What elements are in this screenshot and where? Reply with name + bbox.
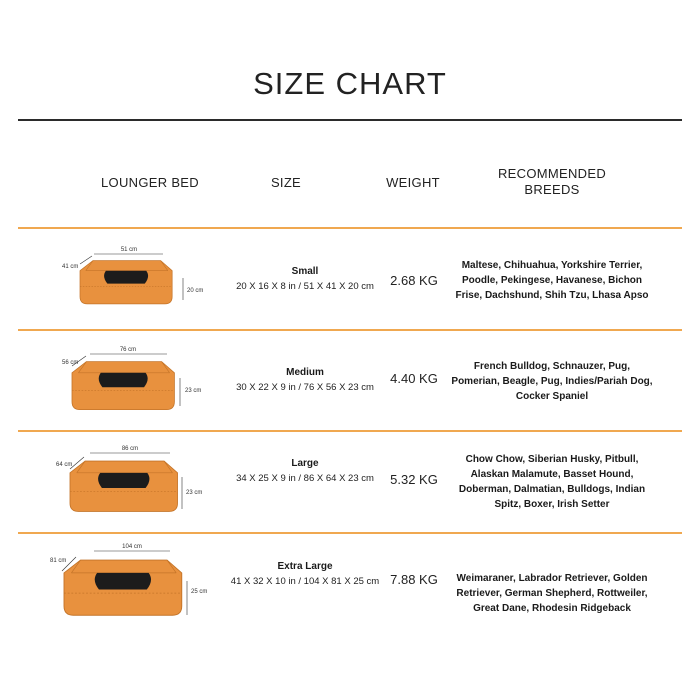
recommended-breeds: French Bulldog, Schnauzer, Pug, Pomerian, Beagle, Pug, Indies/Pariah Dog, Cocker Spaniel <box>451 361 653 402</box>
size-name: Extra Large <box>277 561 333 572</box>
weight-value: 5.32 KG <box>390 472 438 487</box>
header-recommended-breeds <box>482 166 622 198</box>
header-weight: WEIGHT <box>386 175 440 190</box>
size-cell <box>215 366 395 395</box>
height-label: 23 cm <box>186 490 203 496</box>
size-cell <box>215 265 395 294</box>
height-label: 23 cm <box>185 388 202 394</box>
page-title: SIZE CHART <box>253 66 447 101</box>
size-dimensions: 34 X 25 X 9 in / 86 X 64 X 23 cm <box>236 473 374 484</box>
size-row-small <box>0 230 700 330</box>
header-breeds-line2: BREEDS <box>524 182 580 197</box>
size-row-large <box>0 433 700 533</box>
bed-illustration-large <box>50 433 220 533</box>
weight-value: 2.68 KG <box>390 273 438 288</box>
width-label: 64 cm <box>56 462 73 468</box>
header-size: SIZE <box>270 175 302 190</box>
length-label: 51 cm <box>120 247 138 253</box>
size-cell <box>215 457 395 486</box>
size-dimensions: 20 X 16 X 8 in / 51 X 41 X 20 cm <box>236 281 374 292</box>
bed-illustration-extra-large <box>50 535 220 635</box>
height-label: 25 cm <box>191 589 208 595</box>
length-label: 86 cm <box>121 446 139 452</box>
size-row-extra-large <box>0 535 700 635</box>
recommended-breeds: Chow Chow, Siberian Husky, Pitbull, Alaskan Malamute, Basset Hound, Doberman, Dalmatian, Bulldogs, Indian Spitz, Boxer, Irish Setter <box>458 454 646 510</box>
size-cell <box>215 560 395 589</box>
row-divider <box>18 227 682 229</box>
header-lounger-bed: LOUNGER BED <box>101 175 199 190</box>
size-name: Large <box>291 458 319 469</box>
size-dimensions: 30 X 22 X 9 in / 76 X 56 X 23 cm <box>236 382 374 393</box>
weight-value: 4.40 KG <box>390 371 438 386</box>
size-name: Medium <box>286 367 324 378</box>
height-label: 20 cm <box>187 288 204 294</box>
recommended-breeds: Maltese, Chihuahua, Yorkshire Terrier, Poodle, Pekingese, Havanese, Bichon Frise, Dachshund, Shih Tzu, Lhasa Apso <box>455 260 649 301</box>
size-name: Small <box>291 266 319 277</box>
length-label: 76 cm <box>119 347 137 353</box>
bed-illustration-medium <box>50 332 220 432</box>
size-row-medium <box>0 332 700 432</box>
header-breeds-line1: RECOMMENDED <box>497 166 607 181</box>
title-divider <box>18 119 682 121</box>
width-label: 41 cm <box>62 264 79 270</box>
size-dimensions: 41 X 32 X 10 in / 104 X 81 X 25 cm <box>230 576 380 587</box>
recommended-breeds: Weimaraner, Labrador Retriever, Golden Retriever, German Shepherd, Rottweiler, Great Dane, Rhodesin Ridgeback <box>456 573 648 614</box>
bed-illustration-small <box>50 230 220 330</box>
weight-value: 7.88 KG <box>390 572 438 587</box>
length-label: 104 cm <box>122 544 142 550</box>
width-label: 81 cm <box>50 558 67 564</box>
width-label: 56 cm <box>62 360 79 366</box>
